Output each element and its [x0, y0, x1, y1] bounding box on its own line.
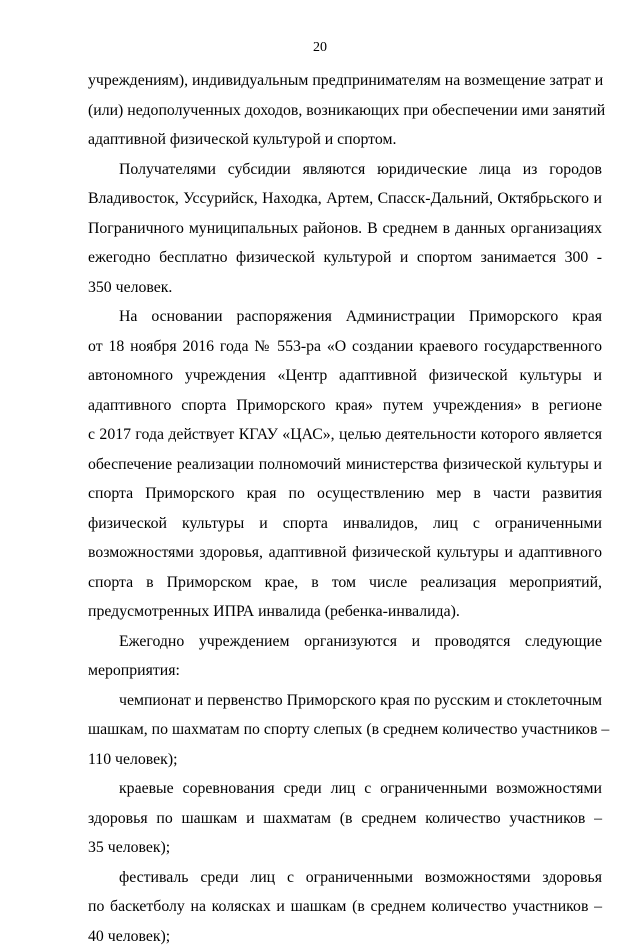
text-line: 35 человек); — [88, 833, 602, 863]
text-line: шашкам, по шахматам по спорту слепых (в среднем количество участников – — [88, 715, 602, 745]
text-line: мероприятия: — [88, 656, 602, 686]
text-line: с 2017 года действует КГАУ «ЦАС», целью деятельности которого является — [88, 420, 602, 450]
text-line: чемпионат и первенство Приморского края по русским и стоклеточным — [88, 686, 602, 716]
text-line: Получателями субсидии являются юридические лица из городов — [88, 155, 602, 185]
document-body — [88, 66, 602, 951]
text-line: фестиваль среди лиц с ограниченными возможностями здоровья — [88, 863, 602, 893]
text-line: спорта Приморского края по осуществлению мер в части развития — [88, 479, 602, 509]
paragraph — [88, 627, 602, 686]
text-line: здоровья по шашкам и шахматам (в среднем количество участников – — [88, 804, 602, 834]
text-line: предусмотренных ИПРА инвалида (ребенка-инвалида). — [88, 597, 602, 627]
text-line: Ежегодно учреждением организуются и проводятся следующие — [88, 627, 602, 657]
text-line: (или) недополученных доходов, возникающих при обеспечении ими занятий — [88, 96, 602, 126]
text-line: На основании распоряжения Администрации Приморского края — [88, 302, 602, 332]
text-line: адаптивной физической культурой и спортом. — [88, 125, 602, 155]
page-number: 20 — [0, 40, 640, 56]
text-line: автономного учреждения «Центр адаптивной физической культуры и — [88, 361, 602, 391]
text-line: 350 человек. — [88, 273, 602, 303]
text-line: от 18 ноября 2016 года № 553-ра «О создании краевого государственного — [88, 332, 602, 362]
text-line: спорта в Приморском крае, в том числе реализация мероприятий, — [88, 568, 602, 598]
text-line: Владивосток, Уссурийск, Находка, Артем, Спасск-Дальний, Октябрьского и — [88, 184, 602, 214]
text-line: физической культуры и спорта инвалидов, лиц с ограниченными — [88, 509, 602, 539]
text-line: краевые соревнования среди лиц с ограниченными возможностями — [88, 774, 602, 804]
text-line: 40 человек); — [88, 922, 602, 951]
text-line: ежегодно бесплатно физической культурой и спортом занимается 300 - — [88, 243, 602, 273]
text-line: учреждениям), индивидуальным предпринимателям на возмещение затрат и — [88, 66, 602, 96]
text-line: 110 человек); — [88, 745, 602, 775]
text-line: по баскетболу на колясках и шашкам (в среднем количество участников – — [88, 892, 602, 922]
text-line: Пограничного муниципальных районов. В среднем в данных организациях — [88, 214, 602, 244]
text-line: возможностями здоровья, адаптивной физической культуры и адаптивного — [88, 538, 602, 568]
paragraph — [88, 686, 602, 775]
paragraph — [88, 774, 602, 863]
paragraph — [88, 155, 602, 303]
paragraph — [88, 302, 602, 627]
text-line: адаптивного спорта Приморского края» путем учреждения» в регионе — [88, 391, 602, 421]
text-line: обеспечение реализации полномочий министерства физической культуры и — [88, 450, 602, 480]
paragraph — [88, 863, 602, 951]
paragraph — [88, 66, 602, 155]
